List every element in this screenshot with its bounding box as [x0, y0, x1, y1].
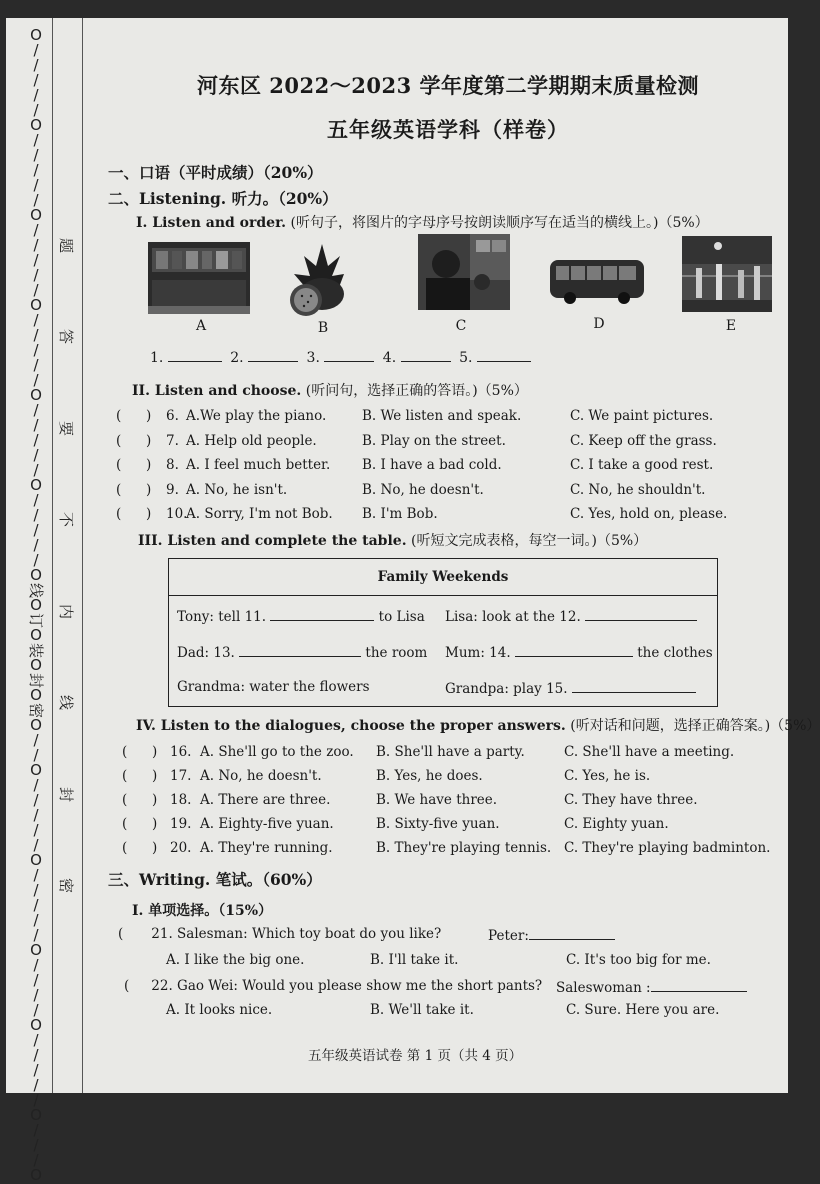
seal-line-mark: / [33, 1151, 39, 1169]
seal-line-mark: 装 [27, 642, 46, 659]
seal-line-mark: / [33, 911, 39, 929]
option-b: B. I have a bad cold. [362, 457, 502, 473]
seal-line-mark: O [30, 206, 42, 224]
question-21-answerer: Peter: [488, 926, 615, 944]
seal-line-mark: / [33, 1046, 39, 1064]
seal-line-mark: / [33, 506, 39, 524]
seal-line-mark: / [33, 1076, 39, 1094]
order-blank[interactable] [324, 348, 374, 362]
seal-line-mark: / [33, 56, 39, 74]
option-b: B. We listen and speak. [362, 408, 522, 424]
answer-paren[interactable]: ( [124, 978, 130, 994]
exam-title: 河东区 2022～2023 学年度第二学期期末质量检测 [196, 73, 699, 98]
fruit-picture-icon [286, 240, 352, 320]
seal-line-mark: O [30, 566, 42, 584]
warning-char: 密 [57, 877, 76, 893]
seal-line-mark: / [33, 86, 39, 104]
seal-line-mark: / [33, 866, 39, 884]
seal-line-mark: / [33, 836, 39, 854]
binding-warning-text [54, 238, 78, 893]
exam-subtitle: 五年级英语学科（样卷） [327, 117, 569, 142]
seal-line-mark: / [33, 191, 39, 209]
order-blank[interactable] [477, 348, 531, 362]
seal-line-mark: / [33, 1091, 39, 1109]
option-b: B. She'll have a party. [376, 744, 525, 760]
seal-line-mark: / [33, 986, 39, 1004]
seal-line-mark: / [33, 71, 39, 89]
answer-paren-close: ) [152, 768, 158, 784]
answer-paren-open[interactable]: ( [116, 506, 122, 522]
seal-line-mark: O [30, 851, 42, 869]
seal-line-mark: O [30, 1166, 42, 1184]
picture-c [418, 234, 510, 310]
seal-line-mark: / [33, 776, 39, 794]
answer-paren-close: ) [146, 408, 152, 424]
option-a: A. No, he isn't. [186, 481, 288, 498]
part4-title-en: IV. Listen to the dialogues, choose the proper answers. [136, 718, 566, 734]
question-21: ( 21. Salesman: Which toy boat do you like? [118, 926, 442, 942]
part3-heading [138, 530, 647, 550]
answer-paren-open[interactable]: ( [122, 816, 128, 832]
answer-paren-open[interactable]: ( [122, 744, 128, 760]
seal-line-mark: / [33, 1121, 39, 1139]
table-header: Family Weekends [169, 559, 717, 596]
option-a: A.We play the piano. [186, 408, 327, 424]
seal-line-mark: / [33, 326, 39, 344]
seal-line-mark: / [33, 131, 39, 149]
seal-line-mark: O [30, 1016, 42, 1034]
seal-line-mark: O [30, 386, 42, 404]
question-number: 8. [166, 457, 179, 473]
option-c: C. She'll have a meeting. [564, 744, 735, 760]
blank-21[interactable] [529, 926, 615, 940]
seal-line-mark: / [33, 266, 39, 284]
part1-title-en: I. Listen and order. [136, 215, 287, 231]
answer-paren-close: ) [146, 481, 152, 498]
question-number: 7. [166, 432, 179, 449]
part3-title-en: III. Listen and complete the table. [138, 533, 407, 549]
question-number: 20. [170, 840, 192, 856]
table-cell-dad: Dad: 13. the room [177, 645, 428, 661]
seal-line-mark: / [33, 371, 39, 389]
picture-b [286, 240, 352, 320]
option-a: A. Help old people. [186, 432, 317, 449]
question-number: 16. [170, 744, 192, 760]
seal-line-mark: / [33, 401, 39, 419]
option-b: B. Play on the street. [362, 432, 506, 449]
q22-option-a: A. It looks nice. [166, 1002, 273, 1018]
section-oral: 一、口语（平时成绩）（20%） [108, 163, 323, 182]
seal-line-mark: / [33, 281, 39, 299]
q21-option-a: A. I like the big one. [166, 952, 305, 968]
seal-line-mark: O [30, 296, 42, 314]
seal-line-mark: / [33, 416, 39, 434]
seal-line-mark: / [33, 536, 39, 554]
warning-char: 答 [57, 329, 76, 345]
seal-line-mark: / [33, 101, 39, 119]
order-number: 2. [230, 350, 244, 366]
option-a: A. They're running. [200, 840, 333, 856]
section-writing: 三、Writing. 笔试。（60%） [108, 870, 322, 889]
binding-margin [20, 18, 80, 1184]
option-c: C. They're playing badminton. [564, 840, 771, 856]
option-a: A. No, he doesn't. [200, 768, 322, 784]
order-number: 4. [382, 350, 397, 366]
binding-rule [52, 18, 53, 1093]
q22-option-c: C. Sure. Here you are. [566, 1002, 720, 1018]
answer-paren[interactable]: ( [118, 926, 124, 942]
blank-13[interactable] [239, 643, 361, 657]
part2-heading [132, 380, 528, 400]
option-b: B. No, he doesn't. [362, 481, 484, 498]
seal-line-mark: O [30, 686, 42, 704]
option-c: C. Eighty yuan. [564, 816, 669, 832]
answer-paren-close: ) [146, 506, 152, 522]
picture-a-label: A [195, 318, 207, 334]
binding-rule [82, 18, 83, 1093]
seal-line-mark: / [33, 161, 39, 179]
seal-line-mark: 线 [27, 582, 46, 599]
seal-line-mark: / [33, 731, 39, 749]
question-number: 6. [166, 408, 179, 424]
seal-line-mark: / [33, 806, 39, 824]
seal-line-mark: O [30, 761, 42, 779]
blank-11[interactable] [270, 607, 374, 621]
table-cell-grandma: Grandma: water the flowers [177, 679, 370, 695]
warning-char: 线 [57, 695, 76, 711]
seal-line-mark: O [30, 596, 42, 614]
answer-paren-close: ) [146, 432, 152, 449]
people-picture-icon [418, 234, 510, 310]
seal-line-mark: O [30, 1106, 42, 1124]
seal-line-mark: / [33, 461, 39, 479]
warning-char: 题 [57, 237, 76, 254]
answer-paren-open[interactable]: ( [116, 408, 122, 424]
exam-content [108, 18, 820, 1093]
table-cell-lisa: Lisa: look at the 12. [445, 607, 697, 625]
q21-option-c: C. It's too big for me. [566, 952, 711, 968]
option-b: B. I'm Bob. [362, 506, 438, 522]
picture-a [148, 242, 250, 314]
exam-paper [6, 18, 820, 1184]
warning-char: 内 [57, 603, 76, 619]
part4-title-cn: (听对话和问题，选择正确答案。)（5%） [570, 718, 820, 734]
seal-line-mark: / [33, 521, 39, 539]
seal-line-mark: / [33, 926, 39, 944]
seal-line-mark: O [30, 656, 42, 674]
seal-line-mark: / [33, 311, 39, 329]
option-a: A. She'll go to the zoo. [200, 744, 354, 760]
answer-paren-open[interactable]: ( [122, 840, 128, 856]
seal-line-mark: / [33, 176, 39, 194]
warning-char: 封 [57, 786, 76, 802]
option-b: B. They're playing tennis. [376, 840, 552, 856]
blank-15[interactable] [572, 679, 696, 693]
option-b: B. We have three. [376, 792, 498, 808]
answer-paren-close: ) [152, 792, 158, 808]
seal-line-mark: / [33, 896, 39, 914]
seal-line-mark: O [30, 476, 42, 494]
blank-14[interactable] [515, 643, 633, 657]
order-number: 5. [459, 350, 473, 366]
blank-12[interactable] [585, 607, 697, 621]
order-blank[interactable] [401, 348, 451, 362]
bus-picture-icon [548, 256, 646, 306]
warning-char: 不 [57, 512, 76, 528]
seal-line-mark: / [33, 236, 39, 254]
picture-b-label: B [317, 320, 329, 336]
blank-22[interactable] [651, 978, 747, 992]
sports-picture-icon [682, 236, 772, 312]
question-number: 19. [170, 816, 192, 832]
part3-title-cn: (听短文完成表格，每空一词。)（5%） [411, 533, 648, 549]
seal-line-mark: / [33, 1001, 39, 1019]
question-22-answerer: Saleswoman : [556, 978, 747, 996]
seal-line-mark: O [30, 716, 42, 734]
option-b: B. Yes, he does. [376, 768, 483, 784]
seal-line-mark: / [33, 1136, 39, 1154]
order-blank[interactable] [168, 348, 222, 362]
answer-paren-open[interactable]: ( [116, 481, 122, 498]
writing1-title: I. 单项选择。（15%） [132, 903, 273, 919]
seal-line-mark: / [33, 1031, 39, 1049]
seal-line-mark: 封 [27, 672, 46, 689]
answer-paren-close: ) [152, 840, 158, 856]
picture-d-label: D [593, 316, 605, 332]
seal-line-mark: O [30, 26, 42, 44]
table-cell-tony: Tony: tell 11. to Lisa [177, 609, 425, 625]
seal-line-mark: / [33, 1061, 39, 1079]
option-b: B. Sixty-five yuan. [376, 816, 500, 832]
seal-line-mark: O [30, 116, 42, 134]
part2-title-cn: (听问句，选择正确的答语。)（5%） [305, 383, 528, 399]
seal-line-mark: / [33, 881, 39, 899]
warning-char: 要 [57, 420, 76, 436]
seal-line-mark: 订 [27, 612, 46, 629]
answer-paren-open[interactable]: ( [116, 457, 122, 473]
seal-line-mark: / [33, 821, 39, 839]
q21-option-b: B. I'll take it. [370, 952, 459, 968]
seal-line-mark: / [33, 446, 39, 464]
answer-paren-close: ) [152, 816, 158, 832]
seal-line-mark: / [33, 431, 39, 449]
option-c: C. They have three. [564, 792, 698, 808]
option-a: A. I feel much better. [186, 457, 331, 473]
family-weekends-table [168, 558, 718, 707]
option-a: A. Sorry, I'm not Bob. [186, 506, 333, 522]
order-number: 1. [150, 350, 164, 366]
picture-e [682, 236, 772, 312]
picture-row [148, 234, 778, 334]
seal-line-mark: / [33, 956, 39, 974]
part1-heading [136, 212, 709, 232]
option-c: C. Yes, hold on, please. [570, 506, 728, 522]
seal-line-mark: / [33, 971, 39, 989]
seal-line-mark: O [30, 626, 42, 644]
option-a: A. There are three. [200, 792, 331, 808]
table-cell-mum: Mum: 14. the clothes [445, 645, 713, 661]
seal-line-mark: / [33, 791, 39, 809]
seal-line-mark: / [33, 251, 39, 269]
order-number: 3. [306, 350, 320, 366]
binding-seal-line [22, 26, 50, 1184]
question-number: 10. [166, 506, 188, 522]
option-a: A. Eighty-five yuan. [200, 816, 334, 832]
page-footer: 五年级英语试卷 第 1 页（共 4 页） [308, 1048, 523, 1064]
seal-line-mark: / [33, 491, 39, 509]
seal-line-mark: / [33, 41, 39, 59]
seal-line-mark: / [33, 221, 39, 239]
option-c: C. I take a good rest. [570, 457, 714, 473]
section-listening: 二、Listening. 听力。（20%） [108, 189, 338, 208]
order-answer-row [150, 348, 531, 366]
answer-paren-close: ) [146, 457, 152, 473]
option-c: C. We paint pictures. [570, 408, 714, 424]
table-cell-grandpa: Grandpa: play 15. [445, 679, 696, 697]
option-c: C. No, he shouldn't. [570, 481, 706, 498]
seal-line-mark: / [33, 551, 39, 569]
part2-title-en: II. Listen and choose. [132, 383, 302, 399]
option-c: C. Keep off the grass. [570, 432, 717, 449]
seal-line-mark: O [30, 941, 42, 959]
answer-paren-open[interactable]: ( [122, 792, 128, 808]
question-22: ( 22. Gao Wei: Would you please show me the short pants? [124, 978, 543, 994]
picture-e-label: E [725, 318, 737, 334]
answer-paren-close: ) [152, 744, 158, 760]
shelf-picture-icon [148, 242, 250, 314]
part1-title-cn: (听句子，将图片的字母序号按朗读顺序写在适当的横线上。)（5%） [290, 215, 709, 231]
question-number: 9. [166, 481, 179, 498]
seal-line-mark: / [33, 146, 39, 164]
seal-line-mark: / [33, 746, 39, 764]
part4-heading [136, 715, 820, 735]
seal-line-mark: 密 [27, 702, 46, 719]
q22-option-b: B. We'll take it. [370, 1002, 474, 1018]
answer-paren-open[interactable]: ( [116, 432, 122, 449]
seal-line-mark: / [33, 356, 39, 374]
order-blank[interactable] [248, 348, 298, 362]
picture-d [548, 256, 646, 306]
question-number: 17. [170, 768, 192, 784]
question-number: 18. [170, 792, 192, 808]
picture-c-label: C [455, 318, 467, 334]
answer-paren-open[interactable]: ( [122, 768, 128, 784]
seal-line-mark: / [33, 341, 39, 359]
option-c: C. Yes, he is. [564, 768, 651, 784]
